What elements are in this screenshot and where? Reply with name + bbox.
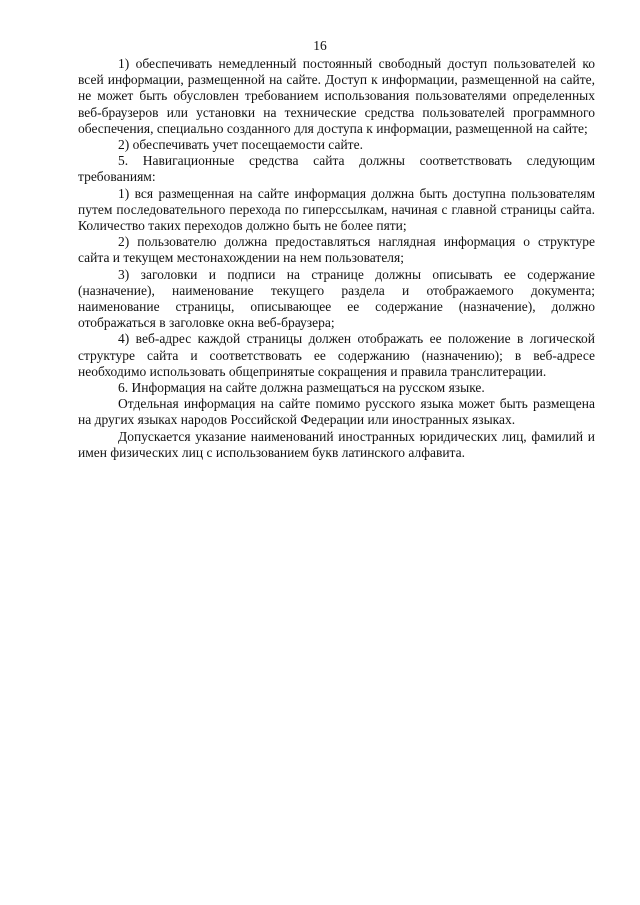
paragraph-nav-item-1: 1) вся размещенная на сайте информация должна быть доступна пользователям путем последовательного перехода по гиперссылкам, начиная с главной страницы сайта. Количество таких переходов должно быть не более пяти;	[78, 185, 595, 234]
paragraph-latin-alphabet: Допускается указание наименований иностранных юридических лиц, фамилий и имен физических лиц с использованием букв латинского алфавита.	[78, 428, 595, 460]
paragraph-other-languages: Отдельная информация на сайте помимо русского языка может быть размещена на других языках народов Российской Федерации или иностранных языках.	[78, 396, 595, 428]
paragraph-section-5-navigation: 5. Навигационные средства сайта должны соответствовать следующим требованиям:	[78, 153, 595, 185]
paragraph-section-6-language: 6. Информация на сайте должна размещаться на русском языке.	[118, 380, 485, 396]
paragraph-item-1-access: 1) обеспечивать немедленный постоянный свободный доступ пользователей ко всей информации, размещенной на сайте. Доступ к информации, размещенной на сайте, не может быть обусловлен требованием использования пользователями определенных веб-браузеров или установки на технические средства пользователей программного обеспечения, специально созданного для доступа к информации, размещенной на сайте;	[78, 56, 595, 136]
document-body	[78, 56, 595, 461]
paragraph-nav-item-4: 4) веб-адрес каждой страницы должен отображать ее положение в логической структуре сайта и соответствовать ее содержанию (назначению); в веб-адресе необходимо использовать общепринятые сокращения и правила транслитерации.	[78, 331, 595, 379]
paragraph-item-2-attendance: 2) обеспечивать учет посещаемости сайте.	[118, 137, 363, 153]
paragraph-nav-item-3: 3) заголовки и подписи на странице должны описывать ее содержание (назначение), наименование текущего раздела и отображаемого документа; наименование страницы, описывающее ее содержание (назначение), должно отображаться в заголовке окна веб-браузера;	[78, 266, 595, 331]
paragraph-nav-item-2: 2) пользователю должна предоставляться наглядная информация о структуре сайта и текущем местонахождении на нем пользователя;	[78, 234, 595, 266]
page-number: 16	[313, 38, 327, 53]
